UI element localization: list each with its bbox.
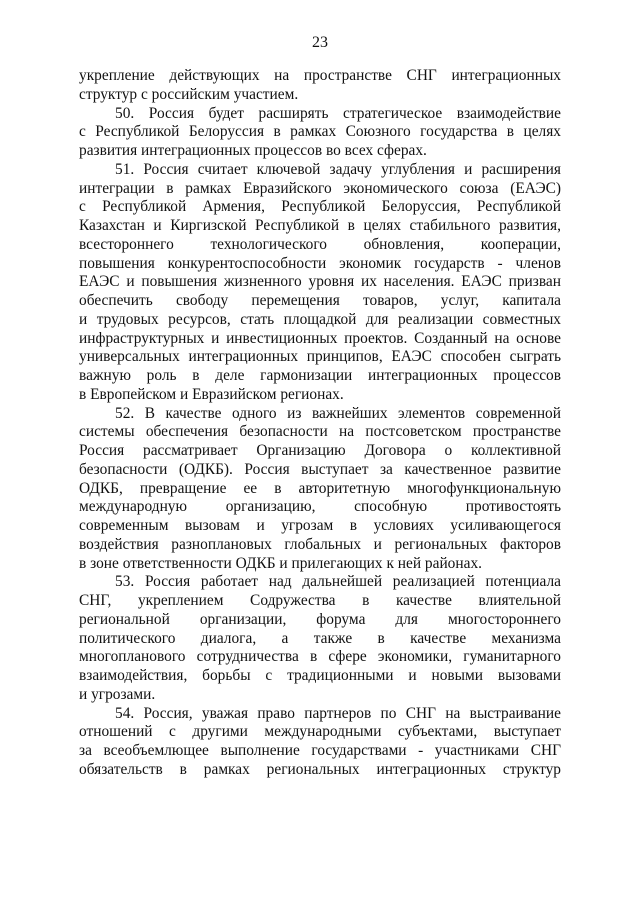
text-line: отношений с другими международными субъектами, выступает xyxy=(79,723,561,741)
text-line: системы обеспечения безопасности на постсоветском пространстве xyxy=(79,423,561,441)
text-line: Россия рассматривает Организацию Договора о коллективной xyxy=(79,442,561,459)
text-line: ЕАЭС и повышения жизненного уровня их населения. ЕАЭС призван xyxy=(79,273,561,291)
text-line: повышения конкурентоспособности экономик государств - членов xyxy=(79,254,561,272)
text-line: важную роль в деле гармонизации интеграционных процессов xyxy=(79,367,561,384)
text-line: структур с российским участием. xyxy=(79,85,299,103)
text-line: безопасности (ОДКБ). Россия выступает за качественное развитие xyxy=(79,460,561,478)
text-line: обеспечить свободу перемещения товаров, услуг, капитала xyxy=(79,292,561,309)
text-line: региональной организации, форума для многостороннего xyxy=(79,610,561,628)
paragraph-start-line: 50. Россия будет расширять стратегическое взаимодействие xyxy=(115,104,561,122)
text-line: воздействия разноплановых глобальных и региональных факторов xyxy=(79,535,561,553)
document-body xyxy=(79,67,561,780)
page-number: 23 xyxy=(312,34,328,51)
text-line: с Республикой Белоруссия в рамках Союзного государства в целях xyxy=(79,123,561,141)
text-line: и угрозами. xyxy=(79,685,156,703)
text-line: интеграции в рамках Евразийского экономического союза (ЕАЭС) xyxy=(79,179,561,197)
text-line: с Республикой Армения, Республикой Белоруссия, Республикой xyxy=(79,198,561,216)
paragraph-start-line: 51. Россия считает ключевой задачу углубления и расширения xyxy=(115,160,561,178)
text-line: и трудовых ресурсов, стать площадкой для реализации совместных xyxy=(79,310,561,328)
text-line: универсальных интеграционных принципов, ЕАЭС способен сыграть xyxy=(79,348,561,366)
text-line: СНГ, укреплением Содружества в качестве влиятельной xyxy=(79,592,561,609)
text-line: ОДКБ, превращение ее в авторитетную многофункциональную xyxy=(79,479,561,497)
text-line: в Европейском и Евразийском регионах. xyxy=(79,385,344,403)
text-line: укрепление действующих на пространстве СНГ интеграционных xyxy=(79,67,561,84)
text-line: за всеобъемлющее выполнение государствами - участниками СНГ xyxy=(79,742,561,759)
text-line: всестороннего технологического обновления, кооперации, xyxy=(79,235,561,253)
text-line: обязательств в рамках региональных интеграционных структур xyxy=(79,760,561,778)
text-line: взаимодействия, борьбы с традиционными и новыми вызовами xyxy=(79,667,561,684)
text-line: многопланового сотрудничества в сфере экономики, гуманитарного xyxy=(79,648,561,666)
text-line: международную организацию, способную противостоять xyxy=(79,498,561,516)
text-line: политического диалога, а также в качестве механизма xyxy=(79,629,561,647)
text-line: современным вызовам и угрозам в условиях усиливающегося xyxy=(79,517,561,534)
paragraph-start-line: 54. Россия, уважая право партнеров по СНГ на выстраивание xyxy=(115,704,561,722)
text-line: инфраструктурных и инвестиционных проектов. Созданный на основе xyxy=(79,329,561,347)
text-line: развития интеграционных процессов во всех сферах. xyxy=(79,142,427,159)
paragraph-start-line: 52. В качестве одного из важнейших элементов современной xyxy=(115,404,561,422)
text-line: Казахстан и Киргизской Республикой в целях стабильного развития, xyxy=(79,217,561,234)
text-line: в зоне ответственности ОДКБ и прилегающих к ней районах. xyxy=(79,554,482,572)
paragraph-start-line: 53. Россия работает над дальнейшей реализацией потенциала xyxy=(115,573,561,591)
